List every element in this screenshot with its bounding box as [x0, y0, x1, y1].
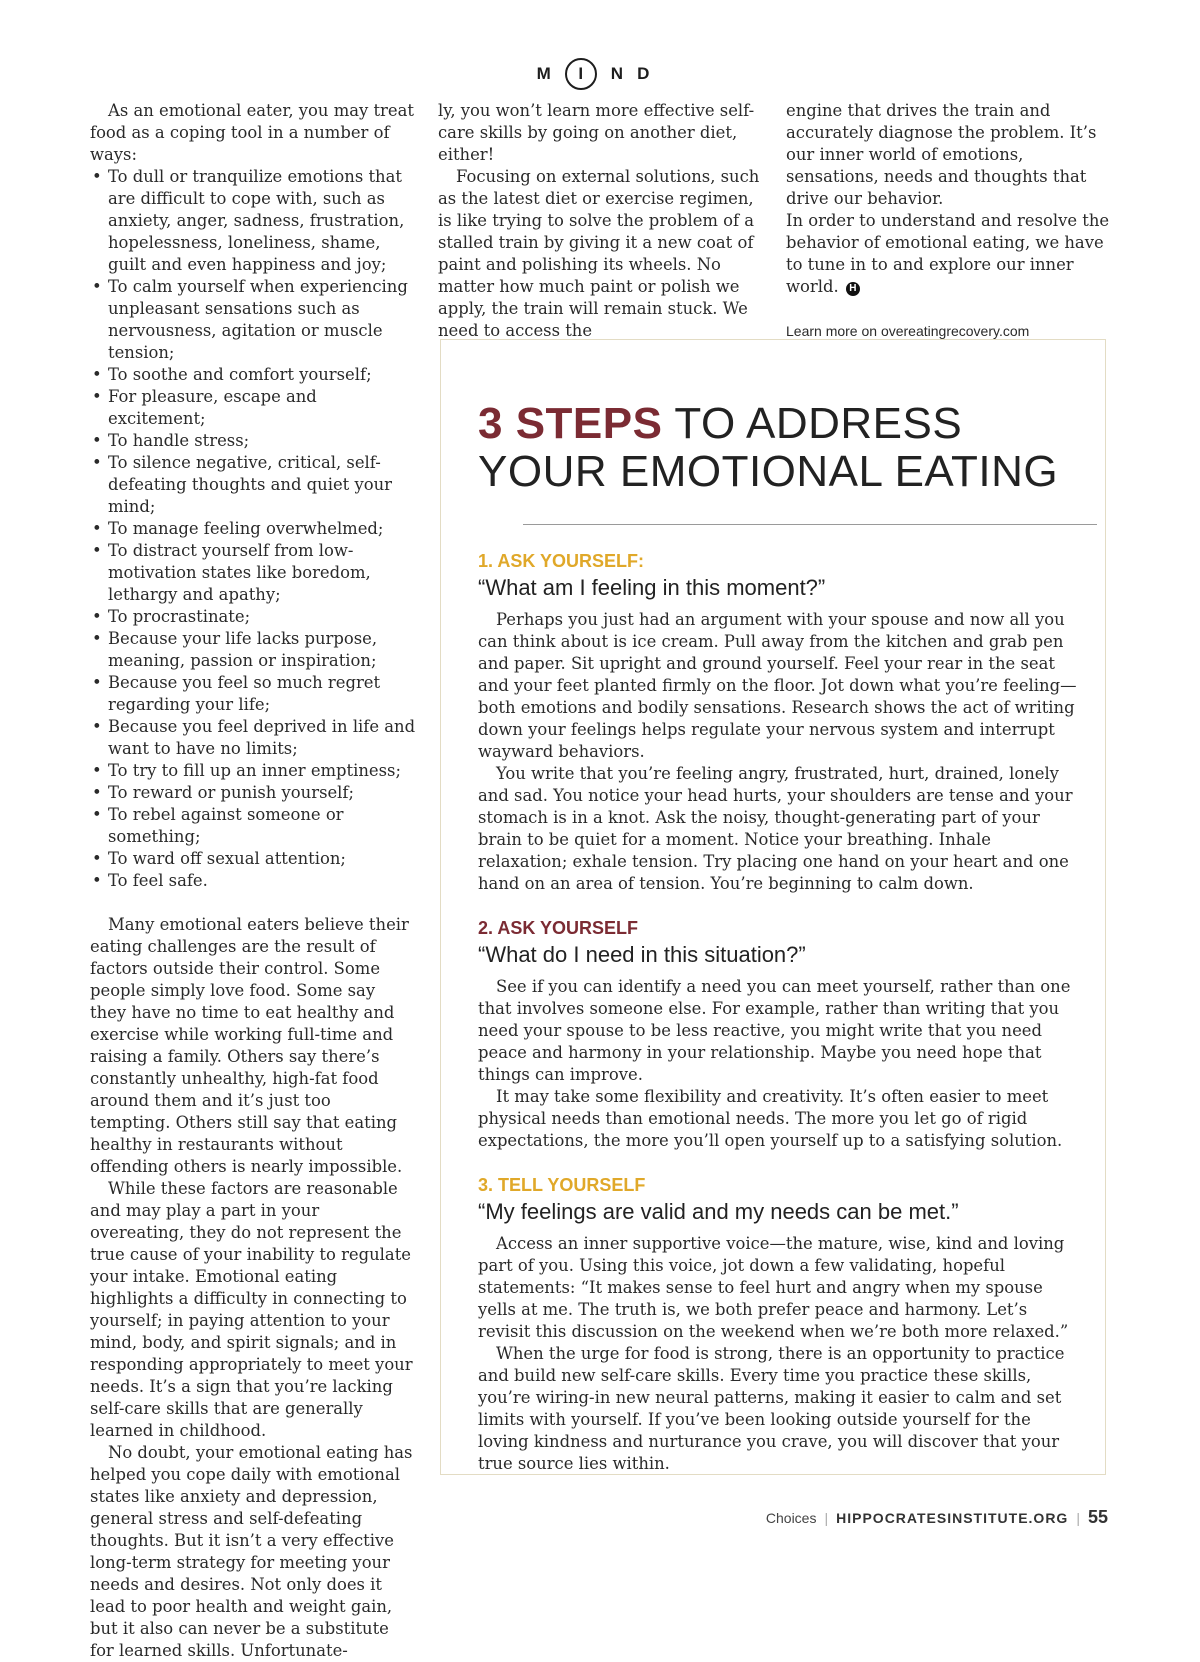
magazine-name: Choices [765, 1510, 817, 1526]
learn-more-link[interactable]: Learn more on overeatingrecovery.com [786, 323, 1030, 339]
list-item: • To distract yourself from low-motivation states like boredom, lethargy and apathy; [90, 540, 416, 606]
steps-sidebar-box [440, 339, 1106, 1475]
step-paragraph: Access an inner supportive voice—the mature, wise, kind and loving part of you. Using this voice, jot down a few validating, hopeful statements: “It makes sense to feel hurt and angry when my spouse yells at me. The truth is, we both prefer peace and harmony. Let’s revisit this discussion on the weekend when we’re both more relaxed.” [478, 1234, 1069, 1341]
step-paragraph: When the urge for food is strong, there is an opportunity to practice and build new self-care skills. Every time you practice these skills, you’re wiring-in new neural patterns, making it easier to calm and set limits with yourself. If you’ve been looking outside yourself for the loving kindness and nurturance you crave, you will discover that your true source lies within. [478, 1344, 1065, 1473]
end-mark-icon: H [846, 282, 860, 296]
list-item: • To soothe and comfort yourself; [90, 364, 416, 386]
step-paragraph: Perhaps you just had an argument with your spouse and now all you can think about is ice cream. Pull away from the kitchen and grab pen and paper. Sit upright and ground yourself. Feel your rear in the seat and your feet planted firmly on the floor. Jot down what you’re feeling—both emotions and bodily sensations. Research shows the act of writing down your feelings helps regulate your nervous system and interrupt wayward behaviors. [478, 610, 1077, 761]
list-item: • For pleasure, escape and excitement; [90, 386, 416, 430]
body-paragraph: Many emotional eaters believe their eating challenges are the result of factors outside their control. Some people simply love food. Some say they have no time to eat healthy and exercise while working full-time and raising a family. Others say there’s constantly unhealthy, high-fat food around them and it’s just too tempting. Others still say that eating healthy in restaurants without offending others is nearly impossible. [90, 915, 409, 1176]
body-paragraph: No doubt, your emotional eating has helped you cope daily with emotional states like anxiety and depression, general stress and self-defeating thoughts. But it isn’t a very effective long-term strategy for meeting your needs and desires. Not only does it lead to poor health and weight gain, but it also can never be a substitute for learned skills. Unfortunate- [90, 1443, 413, 1660]
footer-separator: | [1076, 1510, 1080, 1526]
step-paragraph: You write that you’re feeling angry, frustrated, hurt, drained, lonely and sad. You notice your head hurts, your shoulders are tense and your stomach is in a knot. Ask the noisy, thought-generating part of your brain to be quiet for a moment. Notice your breathing. Inhale relaxation; exhale tension. Try placing one hand on your heart and one hand on an area of tension. You’re beginning to calm down. [478, 764, 1073, 893]
body-paragraph: ly, you won’t learn more effective self-care skills by going on another diet, either! [438, 101, 755, 164]
section-letter: M [536, 64, 565, 83]
page-number: 55 [1087, 1507, 1108, 1527]
title-divider [523, 524, 1097, 525]
intro-paragraph: As an emotional eater, you may treat food as a coping tool in a number of ways: [90, 101, 414, 164]
section-letter-circled: I [565, 58, 597, 90]
article-column-2 [438, 100, 770, 342]
step-label: 2. ASK YOURSELF [478, 918, 639, 938]
sidebar-title-highlight: 3 STEPS [478, 399, 663, 448]
section-letter: D [637, 64, 664, 83]
step-label: 1. ASK YOURSELF: [478, 551, 645, 571]
list-item: • Because you feel so much regret regarding your life; [90, 672, 416, 716]
website-link[interactable]: HIPPOCRATESINSTITUTE.ORG [836, 1510, 1069, 1526]
page-footer [766, 1507, 1108, 1528]
step-paragraph: It may take some flexibility and creativity. It’s often easier to meet physical needs than emotional needs. The more you let go of rigid expectations, the more you’ll open yourself up to a satisfying solution. [478, 1087, 1063, 1150]
list-item: • To rebel against someone or something; [90, 804, 416, 848]
footer-separator: | [824, 1510, 829, 1526]
section-letter: N [610, 64, 638, 83]
sidebar-title: 3 STEPS TO ADDRESS YOUR EMOTIONAL EATING [478, 399, 1059, 496]
step-quote: “What am I feeling in this moment?” [478, 575, 826, 600]
list-item: • To manage feeling overwhelmed; [90, 518, 416, 540]
body-paragraph: While these factors are reasonable and may play a part in your overeating, they do not represent the true cause of your inability to regulate your intake. Emotional eating highlights a difficulty in connecting to yourself; in paying attention to your mind, body, and spirit signals; and in responding appropriately to meet your needs. It’s a sign that you’re lacking self-care skills that are generally learned in childhood. [90, 1179, 413, 1440]
body-paragraph: engine that drives the train and accurately diagnose the problem. It’s our inner world of emotions, sensations, needs and thoughts that drive our behavior. [786, 101, 1097, 208]
list-item: • To procrastinate; [90, 606, 416, 628]
list-item: • To reward or punish yourself; [90, 782, 416, 804]
list-item: • Because your life lacks purpose, meaning, passion or inspiration; [90, 628, 416, 672]
list-item: • To dull or tranquilize emotions that are difficult to cope with, such as anxiety, anger, sadness, frustration, hopelessness, loneliness, shame, guilt and even happiness and joy; [90, 166, 416, 276]
list-item: • Because you feel deprived in life and want to have no limits; [90, 716, 416, 760]
list-item: • To handle stress; [90, 430, 416, 452]
article-column-1 [90, 100, 416, 1662]
section-header [0, 58, 1200, 90]
step-quote: “What do I need in this situation?” [478, 942, 806, 967]
step-paragraph: See if you can identify a need you can meet yourself, rather than one that involves someone else. For example, rather than writing that you need your spouse to be less reactive, you might write that you need peace and harmony in your relationship. Maybe you need hope that things can improve. [478, 977, 1071, 1084]
list-item: • To try to fill up an inner emptiness; [90, 760, 416, 782]
step-label: 3. TELL YOURSELF [478, 1175, 646, 1195]
list-item: • To feel safe. [90, 870, 416, 892]
article-column-3 [786, 100, 1116, 342]
list-item: • To calm yourself when experiencing unpleasant sensations such as nervousness, agitation or muscle tension; [90, 276, 416, 364]
body-paragraph: Focusing on external solutions, such as the latest diet or exercise regimen, is like trying to solve the problem of a stalled train by giving it a new coat of paint and polishing its wheels. No matter how much paint or polish we apply, the train will remain stuck. We need to access the [438, 167, 760, 340]
step-quote: “My feelings are valid and my needs can be met.” [478, 1199, 959, 1224]
list-item: • To ward off sexual attention; [90, 848, 416, 870]
steps-body [478, 550, 1078, 1475]
coping-list [90, 166, 416, 892]
list-item: • To silence negative, critical, self-defeating thoughts and quiet your mind; [90, 452, 416, 518]
closing-paragraph: In order to understand and resolve the behavior of emotional eating, we have to tune in to and explore our inner world. H [786, 211, 1110, 296]
